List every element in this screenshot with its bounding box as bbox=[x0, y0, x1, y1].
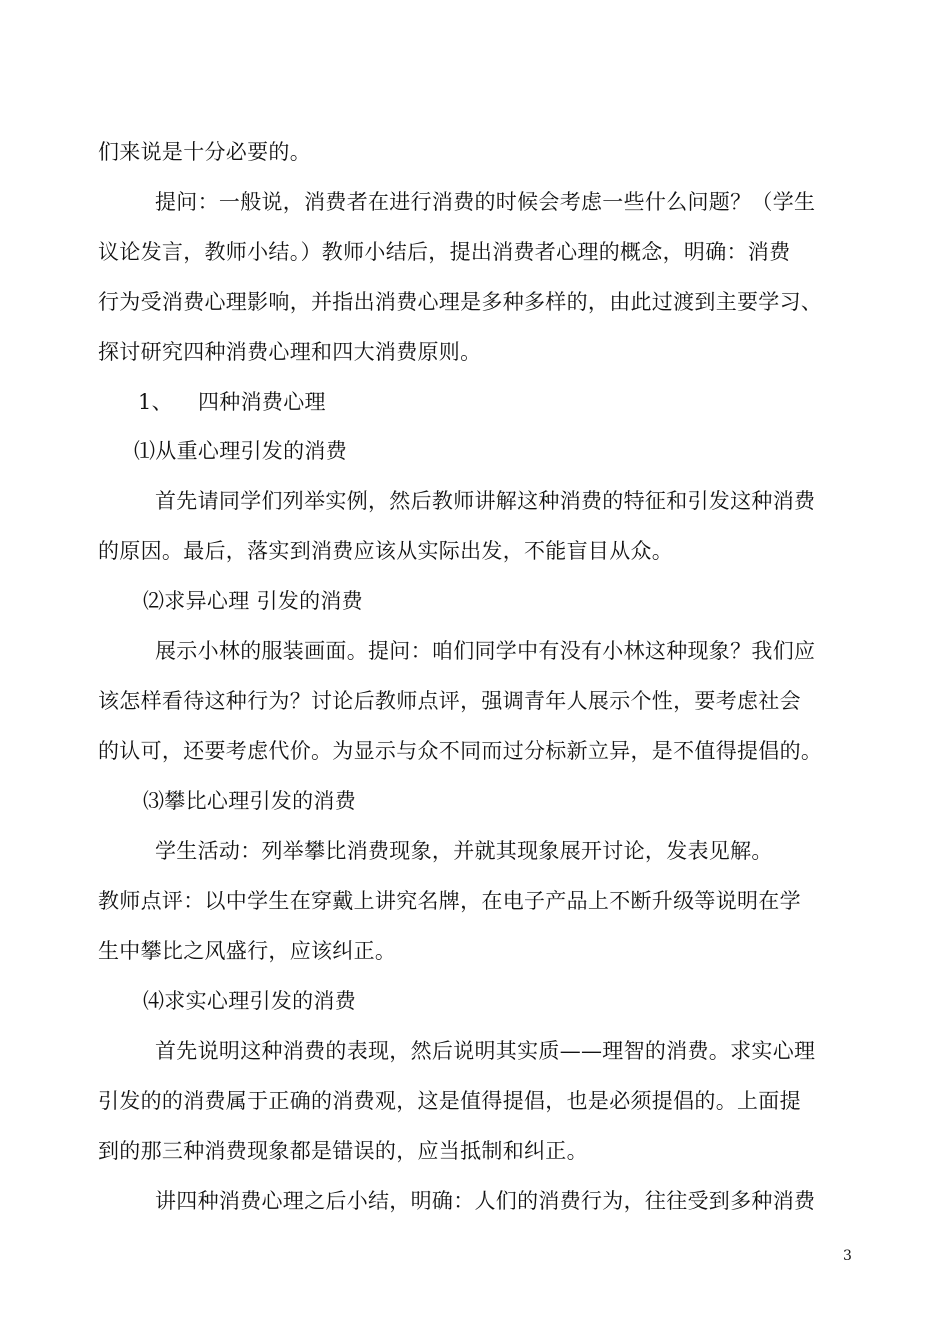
body-text-line: 展示小林的服装画面。提问：咱们同学中有没有小林这种现象？我们应 bbox=[155, 639, 816, 663]
page-number: 3 bbox=[843, 1248, 852, 1264]
body-text-line: 的认可，还要考虑代价。为显示与众不同而过分标新立异，是不值得提倡的。 bbox=[98, 739, 823, 763]
body-text-line: 的原因。最后，落实到消费应该从实际出发，不能盲目从众。 bbox=[98, 539, 674, 563]
body-text-line: 教师点评：以中学生在穿戴上讲究名牌，在电子产品上不断升级等说明在学 bbox=[98, 889, 801, 913]
body-text-line: 该怎样看待这种行为？讨论后教师点评，强调青年人展示个性，要考虑社会 bbox=[98, 689, 801, 713]
body-text-line: 首先请同学们列举实例，然后教师讲解这种消费的特征和引发这种消费 bbox=[155, 489, 816, 513]
body-text-line: 学生活动：列举攀比消费现象，并就其现象展开讨论，发表见解。 bbox=[155, 839, 773, 863]
body-text-line: 议论发言，教师小结。）教师小结后，提出消费者心理的概念，明确：消费 bbox=[98, 240, 791, 264]
subsection-heading: ⑷求实心理引发的消费 bbox=[143, 989, 356, 1013]
section-number: 1、 bbox=[138, 390, 173, 414]
body-text-line: 提问：一般说，消费者在进行消费的时候会考虑一些什么问题？（学生 bbox=[155, 190, 816, 214]
subsection-heading: ⑶攀比心理引发的消费 bbox=[143, 789, 356, 813]
body-text-line: 们来说是十分必要的。 bbox=[98, 140, 311, 164]
body-text-line: 探讨研究四种消费心理和四大消费原则。 bbox=[98, 340, 482, 364]
section-heading: 四种消费心理 bbox=[198, 390, 326, 414]
body-text-line: 到的那三种消费现象都是错误的，应当抵制和纠正。 bbox=[98, 1139, 588, 1163]
subsection-heading: ⑵求异心理 引发的消费 bbox=[143, 589, 363, 613]
body-text-line: 讲四种消费心理之后小结，明确：人们的消费行为，往往受到多种消费 bbox=[155, 1189, 816, 1213]
body-text-line: 首先说明这种消费的表现，然后说明其实质——理智的消费。求实心理 bbox=[155, 1039, 816, 1063]
body-text-line: 行为受消费心理影响，并指出消费心理是多种多样的，由此过渡到主要学习、 bbox=[98, 290, 823, 314]
body-text-line: 引发的的消费属于正确的消费观，这是值得提倡，也是必须提倡的。上面提 bbox=[98, 1089, 801, 1113]
body-text-line: 生中攀比之风盛行，应该纠正。 bbox=[98, 939, 397, 963]
subsection-heading: ⑴从重心理引发的消费 bbox=[134, 439, 347, 463]
